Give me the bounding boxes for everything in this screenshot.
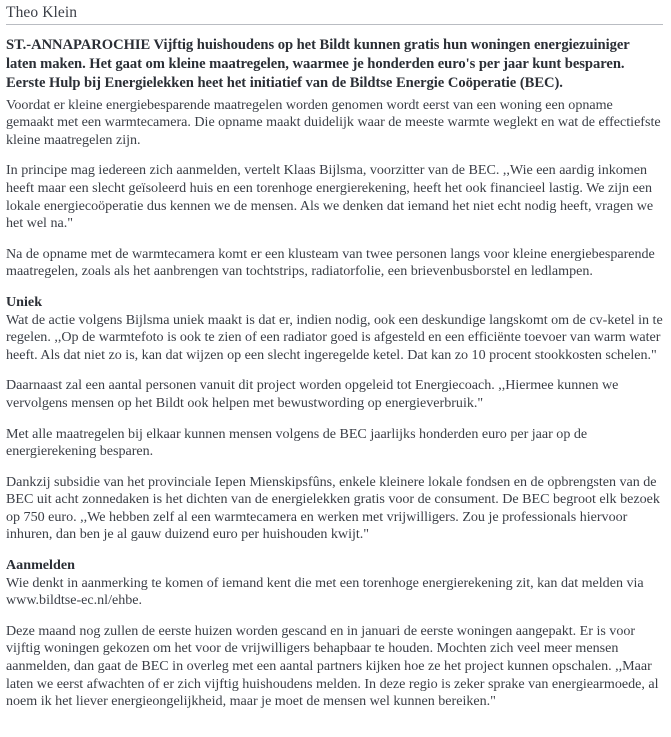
section-heading-uniek: Uniek <box>6 293 43 310</box>
byline-container <box>6 0 663 25</box>
author-byline: Theo Klein <box>6 4 78 21</box>
paragraph-spacer <box>6 281 663 294</box>
paragraph-spacer <box>6 610 663 623</box>
paragraph-spacer <box>6 149 663 162</box>
body-paragraph-3: Na de opname met de warmtecamera komt er een klusteam van twee personen langs voor kleine energiebesparende maatregelen, zoals als het aanbrengen van tochtstrips, radiatorfolie, een brievenbusborstel en ledlampen. <box>6 245 655 280</box>
section-heading-aanmelden: Aanmelden <box>6 557 75 574</box>
uniek-paragraph-2: Daarnaast zal een aantal personen vanuit dit project worden opgeleid tot Energiecoach. ,,Hiermee kunnen we vervolgens mensen op het Bildt ook helpen met bewustwording op energieverbruik." <box>6 377 619 411</box>
body-paragraph-2: In principe mag iedereen zich aanmelden, vertelt Klaas Bijlsma, voorzitter van de BEC. ,,Wie een aardig inkomen heeft maar een slecht geïsoleerd huis en een torenhoge energierekening, heeft het ook financieel lastig. We zijn een lokale energiecoöperatie dus kennen we de mensen. Als we denken dat iemand het niet echt nodig heeft, vragen we het wel na." <box>6 162 654 232</box>
paragraph-spacer <box>6 413 663 426</box>
uniek-paragraph-1: Wat de actie volgens Bijlsma uniek maakt is dat er, indien nodig, ook een deskundige langskomt om de cv-ketel in te regelen. ,,Op de warmtefoto is ook te zien of een radiator goed is afgesteld en een efficiënte toevoer van warm water heeft. Als dat niet zo is, kan dat wijzen op een slecht ingeregelde ketel. Dat kan zo 10 procent stookkosten schelen." <box>6 311 663 363</box>
uniek-paragraph-3: Met alle maatregelen bij elkaar kunnen mensen volgens de BEC jaarlijks honderden euro per jaar op de energierekening besparen. <box>6 425 588 460</box>
body-paragraph-1: Voordat er kleine energiebesparende maatregelen worden genomen wordt eerst van een woning een opname gemaakt met een warmtecamera. Die opname maakt duidelijk waar de meeste warmte weglekt en wat de effectiefste kleine maatregelen zijn. <box>6 96 661 148</box>
paragraph-spacer <box>6 544 663 557</box>
paragraph-spacer <box>6 364 663 377</box>
aanmelden-paragraph-2: Deze maand nog zullen de eerste huizen worden gescand en in januari de eerste woningen aangepakt. Er is voor vijftig woningen gekozen om het voor de vrijwilligers behapbaar te houden. Mochten zich veel meer mensen aanmelden, dan gaat de BEC in overleg met een aantal partners kijken hoe ze het project kunnen opschalen. ,,Maar laten we eerst afwachten of er zich vijftig huishoudens melden. In deze regio is zeker sprake van energiearmoede, al noem ik het liever energieongelijkheid, maar je moet de mensen wel kunnen bereiken." <box>6 622 659 710</box>
aanmelden-paragraph-1: Wie denkt in aanmerking te komen of iemand kent die met een torenhoge energierekening zit, kan dat melden via www.bildtse-ec.nl/ehbe. <box>6 574 644 609</box>
paragraph-spacer <box>6 461 663 474</box>
uniek-paragraph-4: Dankzij subsidie van het provinciale Iepen Mienskipsfûns, enkele kleinere lokale fondsen en de opbrengsten van de BEC uit acht zonnedaken is het dichten van de energielekken gratis voor de consument. De BEC begroot elk bezoek op 750 euro. ,,We hebben zelf al een warmtecamera en werken met vrijwilligers. Zou je professionals hiervoor inhuren, dan ben je al gauw duizend euro per huishouden kwijt." <box>6 473 660 543</box>
lead-paragraph: ST.-ANNAPAROCHIE Vijftig huishoudens op het Bildt kunnen gratis hun woningen energiezuiniger laten maken. Het gaat om kleine maatregelen, waarmee je honderden euro's per jaar kunt besparen. Eerste Hulp bij Energielekken heet het initiatief van de Bildtse Energie Coöperatie (BEC). <box>6 37 630 92</box>
paragraph-spacer <box>6 233 663 246</box>
